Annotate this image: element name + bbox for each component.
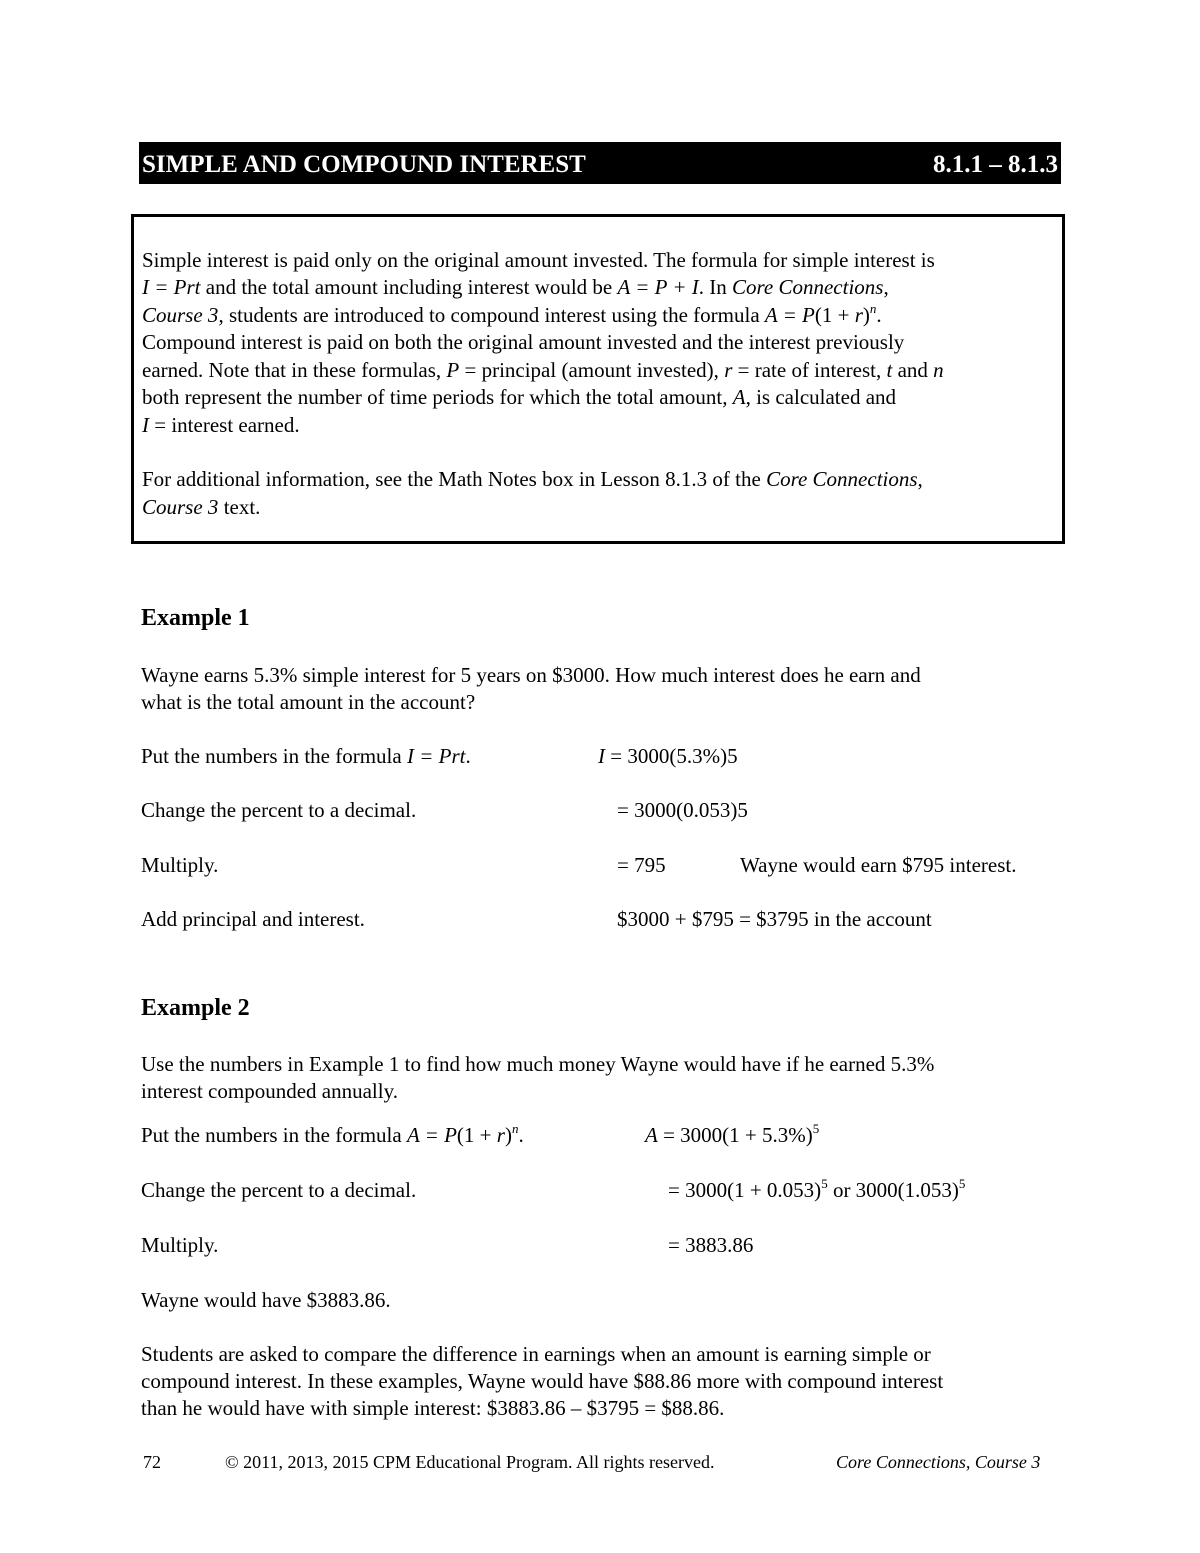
- intro-line: I = interest earned.: [142, 413, 300, 437]
- example-2-result: Wayne would have $3883.86.: [141, 1288, 391, 1312]
- example-2-comparison: Students are asked to compare the difference in earnings when an amount is earning simple or compound interest. In these examples, Wayne would have $88.86 more with compound interest than he would have with simple interest: $3883.86 – $3795 = $88.86.: [141, 1342, 944, 1420]
- lesson-range: 8.1.1 – 8.1.3: [933, 151, 1058, 178]
- example-1-step-4-label: Add principal and interest.: [141, 907, 365, 931]
- example-2-step-2-expr: = $3000(1 + 0.053)^5$ or $3000(1.053)^5$: [668, 1176, 966, 1202]
- example-2-step-1-expr: $A = 3000(1 + 5.3\%)^5$: [645, 1121, 820, 1147]
- example-2-heading: Example 2: [141, 995, 250, 1021]
- intro-line: Course 3, students are introduced to compound interest using the formula $A = P(1 + r)^n$.: [142, 301, 882, 327]
- footer-page-number: 72: [143, 1452, 161, 1472]
- intro-line: For additional information, see the Math Notes box in Lesson 8.1.3 of the Core Connections,: [142, 467, 923, 491]
- example-1-step-4-expr: $3000 + $795 = $3795 in the account: [617, 907, 932, 931]
- intro-line: Simple interest is paid only on the original amount invested. The formula for simple interest is: [142, 248, 935, 272]
- example-1-step-1-label: Put the numbers in the formula I = Prt.: [141, 744, 471, 768]
- intro-line: both represent the number of time periods for which the total amount, A, is calculated and: [142, 385, 897, 409]
- example-1-step-3-note: Wayne would earn $795 interest.: [740, 853, 1017, 877]
- intro-line: Course 3 text.: [142, 495, 261, 519]
- section-title-bar: [139, 142, 1061, 184]
- example-1-step-3-expr: = 795: [617, 853, 666, 877]
- example-1-step-2-expr: = 3000(0.053)5: [617, 798, 748, 822]
- footer-copyright: © 2011, 2013, 2015 CPM Educational Program. All rights reserved.: [225, 1452, 715, 1472]
- example-1-step-1-expr: I = 3000(5.3%)5: [598, 744, 738, 768]
- example-2-step-3-label: Multiply.: [141, 1233, 219, 1257]
- example-2-step-2-label: Change the percent to a decimal.: [141, 1178, 417, 1202]
- footer-book-title: Core Connections, Course 3: [836, 1452, 1041, 1472]
- example-2-step-3-expr: = 3883.86: [668, 1233, 754, 1257]
- section-title: SIMPLE AND COMPOUND INTEREST: [142, 151, 586, 178]
- intro-line: Compound interest is paid on both the original amount invested and the interest previously: [142, 330, 905, 354]
- example-1-problem: Wayne earns 5.3% simple interest for 5 years on $3000. How much interest does he earn and what is the total amount in the account?: [141, 663, 921, 714]
- example-1-step-2-label: Change the percent to a decimal.: [141, 798, 417, 822]
- example-1-step-3-label: Multiply.: [141, 853, 219, 877]
- intro-line: earned. Note that in these formulas, P = principal (amount invested), r = rate of interest, t and n: [142, 358, 944, 382]
- intro-box: [131, 214, 1065, 544]
- example-2-step-1-label: Put the numbers in the formula $A = P(1 + r)^n$.: [141, 1121, 524, 1147]
- example-2-problem: Use the numbers in Example 1 to find how much money Wayne would have if he earned 5.3% interest compounded annually.: [141, 1052, 935, 1103]
- intro-line: I = Prt and the total amount including interest would be A = P + I. In Core Connections,: [142, 275, 889, 299]
- example-1-heading: Example 1: [141, 605, 250, 631]
